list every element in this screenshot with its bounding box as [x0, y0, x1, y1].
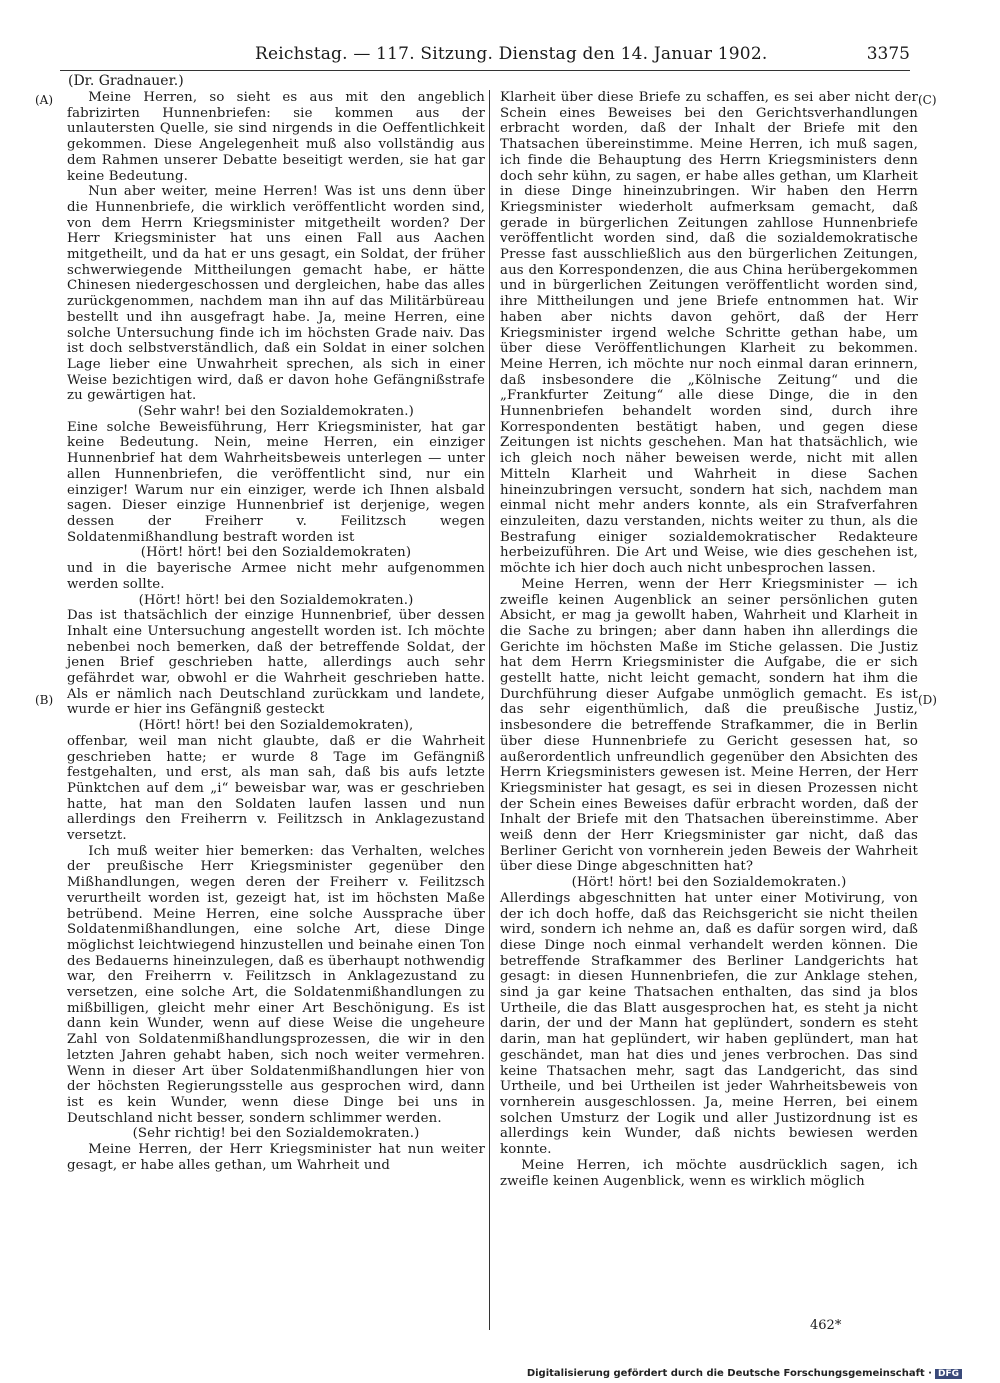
interjection: (Sehr wahr! bei den Sozialdemokraten.)	[138, 404, 414, 420]
speaker-label: (Dr. Gradnauer.)	[68, 73, 184, 89]
interjection: (Sehr richtig! bei den Sozialdemokraten.)	[132, 1126, 420, 1142]
dfg-logo: DFG	[935, 1369, 962, 1379]
page-header	[60, 44, 910, 70]
page-number: 3375	[866, 44, 910, 64]
paragraph: Meine Herren, wenn der Herr Kriegsminister — ich zweifle keinen Augenblick an seiner persönlichen guten Absicht, er mag ja gewollt haben, Wahrheit und Klarheit in die Sache zu bringen; aber dann haben ihn allerdings die Gerichte im höchsten Maße im Stiche gelassen. Die Justiz hat dem Herrn Kriegsminister die Aufgabe, die er sich gestellt hatte, nicht leicht gemacht, sondern hat ihm die Durchführung dieser Aufgabe unmöglich gemacht. Es ist das sehr eigenthümlich, daß die preußische Justiz, insbesondere die betreffende Strafkammer, die in Berlin über diese Hunnenbriefe zu Gericht gesessen hat, so außerordentlich unfreundlich gegenüber den Absichten des Herrn Kriegsministers gewesen ist. Meine Herren, der Herr Kriegsminister hat gesagt, es sei in diesen Prozessen nicht der Schein eines Beweises dafür erbracht worden, daß der Inhalt der Briefe mit den Thatsachen übereinstimme. Aber weiß denn der Herr Kriegsminister gar nicht, daß das Berliner Gericht von vornherein jeden Beweis der Wahrheit über diese Dinge abgeschnitten hat?	[500, 576, 918, 875]
paragraph: und in die bayerische Armee nicht mehr aufgenommen werden sollte.	[67, 561, 485, 592]
left-column	[67, 90, 485, 1174]
paragraph: Eine solche Beweisführung, Herr Kriegsminister, hat gar keine Bedeutung. Nein, meine Herren, ein einziger Hunnenbrief hat dem Wahrheitsbeweis unterlegen — unter allen Hunnenbriefen, die veröffentlicht sind, nur ein einziger! Warum nur ein einziger, werde ich Ihnen alsbald sagen. Dieser einzige Hunnenbrief ist derjenige, wegen dessen der Freiherr v. Feilitzsch wegen Soldatenmißhandlung bestraft worden ist	[67, 419, 485, 545]
paragraph: Meine Herren, ich möchte ausdrücklich sagen, ich zweifle keinen Augenblick, wenn es wirklich möglich	[500, 1157, 918, 1189]
interjection: (Hört! hört! bei den Sozialdemokraten.)	[571, 875, 847, 891]
paragraph: Das ist thatsächlich der einzige Hunnenbrief, über dessen Inhalt eine Untersuchung angestellt worden ist. Ich möchte nebenbei noch bemerken, daß der betreffende Soldat, der jenen Brief geschrieben hatte, allerdings auch sehr gefährdet war, obwohl er die Wahrheit geschrieben hatte. Als er nämlich nach Deutschland zurückkam und landete, wurde er hier ins Gefängniß gesteckt	[67, 608, 485, 718]
margin-mark-a: (A)	[35, 93, 54, 107]
margin-mark-d: (D)	[918, 693, 937, 707]
footer-text: Digitalisierung gefördert durch die Deutsche Forschungsgemeinschaft ·	[526, 1368, 932, 1379]
margin-mark-c: (C)	[918, 93, 937, 107]
running-title: Reichstag. — 117. Sitzung. Dienstag den 14. Januar 1902.	[255, 44, 768, 64]
paragraph: Meine Herren, so sieht es aus mit den angeblich fabrizirten Hunnenbriefen: sie kommen aus der unlautersten Quelle, sie sind nirgends in die Oeffentlichkeit gekommen. Diese Angelegenheit muß also vollständig aus dem Rahmen unserer Debatte beseitigt werden, sie hat gar keine Bedeutung.	[67, 90, 485, 184]
paragraph: Klarheit über diese Briefe zu schaffen, es sei aber nicht der Schein eines Beweises bei den Gerichtsverhandlungen erbracht worden, daß der Inhalt der Briefe mit den Thatsachen übereinstimme. Meine Herren, ich muß sagen, ich finde die Behauptung des Herrn Kriegsministers denn doch sehr kühn, zu sagen, er habe alles gethan, um Klarheit in diese Dinge hineinzubringen. Wir haben den Herrn Kriegsminister wiederholt aufmerksam gemacht, daß gerade in bürgerlichen Zeitungen zahllose Hunnenbriefe veröffentlicht worden sind, daß die sozialdemokratische Presse fast ausschließlich aus den bürgerlichen Zeitungen, aus den Korrespondenzen, die aus China herübergekommen und in bürgerlichen Zeitungen veröffentlicht worden sind, ihre Mittheilungen und jene Briefe entnommen hat. Wir haben aber nichts davon gehört, daß der Herr Kriegsminister irgend welche Schritte gethan habe, um über diese Veröffentlichungen Klarheit zu bekommen. Meine Herren, ich möchte nur noch einmal daran erinnern, daß insbesondere die „Kölnische Zeitung“ und die „Frankfurter Zeitung“ alle diese Dinge, die in den Hunnenbriefen behandelt worden sind, durch ihre Korrespondenten bestätigt haben, und gegen diese Zeitungen ist nichts geschehen. Man hat thatsächlich, wie ich gleich noch näher beweisen werde, nicht mit allen Mitteln Klarheit und Wahrheit in diese Sachen hineinzubringen versucht, sondern hat sich, nachdem man einmal nicht mehr anders konnte, als ein Strafverfahren einzuleiten, dazu verstanden, nichts weiter zu thun, als die Bestrafung einiger sozialdemokratischer Redakteure herbeizuführen. Die Art und Weise, wie dies geschehen ist, möchte ich hier doch auch nicht unbesprochen lassen.	[500, 90, 918, 577]
paragraph: offenbar, weil man nicht glaubte, daß er die Wahrheit geschrieben hatte; er wurde 8 Tage im Gefängniß festgehalten, und erst, als man sah, daß bis aufs letzte Pünktchen auf dem „i“ beweisbar war, was er geschrieben hatte, hat man den Soldaten laufen lassen und nun allerdings den Freiherrn v. Feilitzsch in Anklagezustand versetzt.	[67, 733, 485, 844]
column-divider	[489, 90, 490, 1330]
interjection: (Hört! hört! bei den Sozialdemokraten.)	[138, 592, 414, 608]
sheet-signature: 462*	[810, 1318, 842, 1333]
right-column	[500, 90, 918, 1189]
header-rule	[60, 70, 910, 71]
paragraph: Allerdings abgeschnitten hat unter einer Motivirung, von der ich doch hoffe, daß das Reichsgericht sie nicht theilen wird, sondern ich nehme an, daß es dafür sorgen wird, daß diese Dinge noch einmal verhandelt werden können. Die betreffende Strafkammer des Berliner Landgerichts hat gesagt: in diesen Hunnenbriefen, die zur Anklage stehen, sind ja gar keine Thatsachen enthalten, das sind ja blos Urtheile, die das Blatt ausgesprochen hat, es steht ja nicht darin, der und der Mann hat geplündert, sondern es steht darin, man hat geplündert, wir haben geplündert, man hat geschändet, man hat dies und jenes verbrochen. Das sind keine Thatsachen mehr, sagt das Landgericht, das sind Urtheile, und bei Urtheilen ist jeder Wahrheitsbeweis von vornherein ausgeschlossen. Ja, meine Herren, bei einem solchen Umsturz der Logik und aller Justizordnung ist es allerdings kein Wunder, daß nichts bewiesen werden konnte.	[500, 890, 918, 1158]
paragraph: Nun aber weiter, meine Herren! Was ist uns denn über die Hunnenbriefe, die wirklich veröffentlicht worden sind, von dem Herrn Kriegsminister mitgetheilt worden? Der Herr Kriegsminister hat uns einen Fall aus Aachen mitgetheilt, und da hat er uns gesagt, ein Soldat, der früher schwerwiegende Mittheilungen gemacht habe, er hätte Chinesen niedergeschossen und dergleichen, habe das alles zurückgenommen, nachdem man ihn auf das Militärbüreau bestellt und ihn ausgefragt habe. Ja, meine Herren, eine solche Untersuchung finde ich im höchsten Grade naiv. Das ist doch selbstverständlich, daß ein Soldat in einer solchen Lage lieber eine Unwahrheit sprechen, als sich in einer Weise bezichtigen wird, daß er davon hohe Gefängnißstrafe zu gewärtigen hat.	[67, 184, 485, 404]
interjection: (Hört! hört! bei den Sozialdemokraten)	[140, 545, 412, 561]
paragraph: Meine Herren, der Herr Kriegsminister hat nun weiter gesagt, er habe alles gethan, um Wahrheit und	[67, 1142, 485, 1173]
paragraph: Ich muß weiter hier bemerken: das Verhalten, welches der preußische Herr Kriegsminister gegenüber den Mißhandlungen, wegen deren der Freiherr v. Feilitzsch verurtheilt worden ist, gezeigt hat, ist im höchsten Maße betrübend. Meine Herren, eine solche Aussprache über Soldatenmißhandlungen, eine solche Art, diese Dinge möglichst leichtwiegend hinzustellen und beinahe einen Ton des Bedauerns hineinzulegen, daß es überhaupt nothwendig war, den Freiherrn v. Feilitzsch in Anklagezustand zu versetzen, eine solche Art, die Soldatenmißhandlungen zu mißbilligen, gleicht mehr einer Art Beschönigung. Es ist dann kein Wunder, wenn auf diese Weise die ungeheure Zahl von Soldatenmißhandlungsprozessen, die wir in den letzten Jahren gehabt haben, sich noch weiter vermehren. Wenn in dieser Art über Soldatenmißhandlungen hier von der höchsten Regierungsstelle aus gesprochen wird, dann ist es kein Wunder, wenn diese Dinge bei uns in Deutschland nicht besser, sondern schlimmer werden.	[67, 843, 485, 1126]
margin-mark-b: (B)	[35, 693, 54, 707]
footer-credit	[527, 1368, 962, 1379]
interjection: (Hört! hört! bei den Sozialdemokraten),	[138, 718, 414, 734]
